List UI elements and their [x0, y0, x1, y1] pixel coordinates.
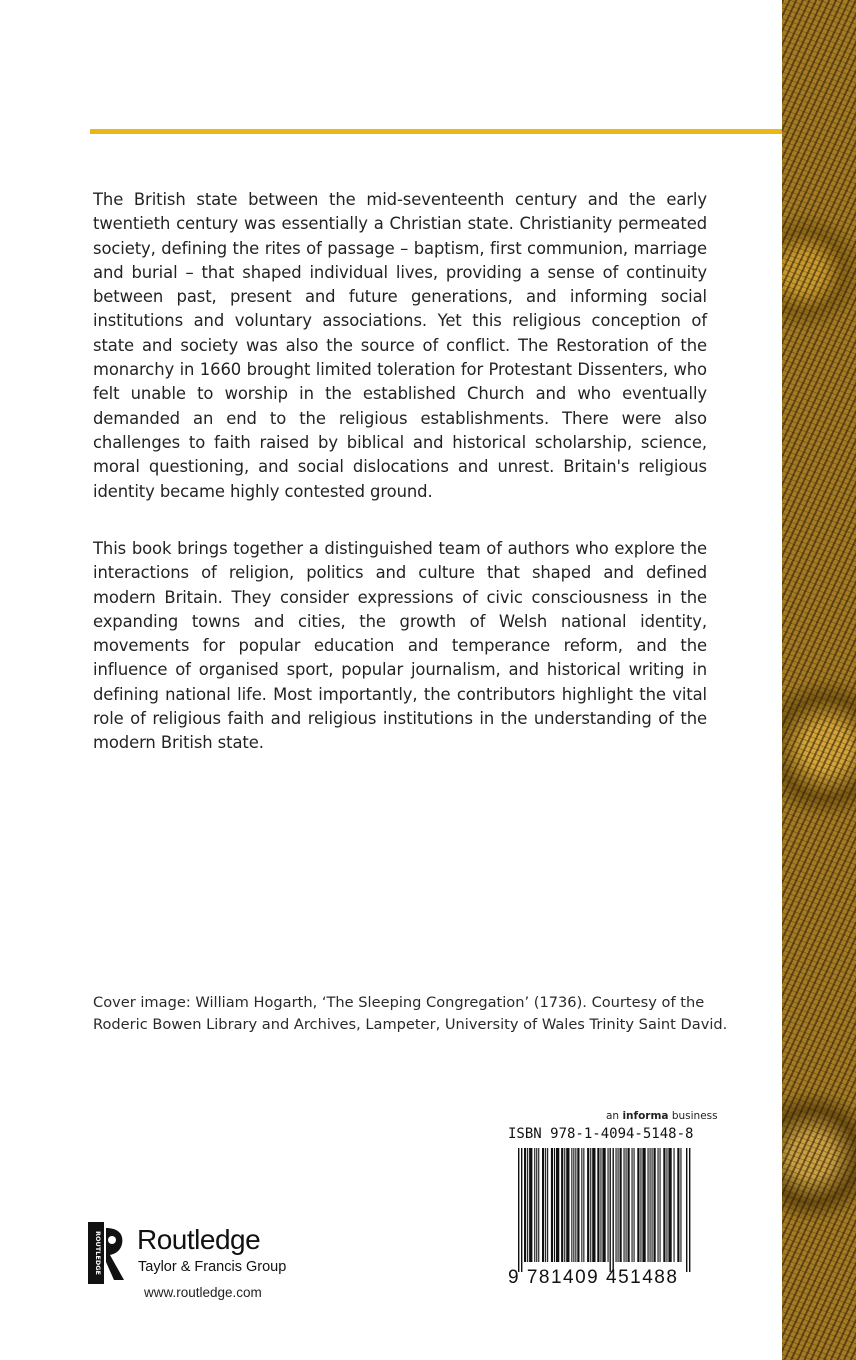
isbn-label: ISBN 978-1-4094-5148-8 — [508, 1126, 694, 1142]
routledge-logo-icon — [88, 1222, 128, 1284]
barcode-number: 9 781409 451488 — [508, 1267, 679, 1288]
informa-brand: informa — [622, 1110, 669, 1122]
informa-tagline-suffix: business — [671, 1110, 718, 1122]
informa-tagline-prefix: an — [606, 1110, 620, 1122]
blurb-paragraph-2: This book brings together a distinguished team of authors who explore the interactions of religion, politics and culture that shaped and defined modern Britain. They consider expressions of civic consciousness in the expanding towns and cities, the growth of Welsh national identity, movements for popular education and temperance reform, and the influence of organised sport, popular journalism, and historical writing in defining national life. Most importantly, the contributors highlight the vital role of religious faith and religious institutions in the understanding of the modern British state. — [93, 539, 707, 753]
gold-divider-rule — [90, 129, 782, 134]
barcode — [504, 1146, 700, 1294]
informa-tagline — [606, 1110, 718, 1122]
cover-image-credit: Cover image: William Hogarth, ‘The Sleeping Congregation’ (1736). Courtesy of the Roderic Bowen Library and Archives, Lampeter, University of Wales Trinity Saint David. — [93, 994, 728, 1033]
cover-artwork-strip — [782, 0, 856, 1360]
routledge-logo-letters: ROUTLEDGE — [94, 1231, 102, 1275]
blurb-paragraph-1: The British state between the mid-seventeenth century and the early twentieth century was essentially a Christian state. Christianity permeated society, defining the rites of passage – baptism, first communion, marriage and burial – that shaped individual lives, providing a sense of continuity between past, present and future generations, and informing social institutions and voluntary associations. Yet this religious conception of state and society was also the source of conflict. The Restoration of the monarchy in 1660 brought limited toleration for Protestant Dissenters, who felt unable to worship in the established Church and who eventually demanded an end to the religious establishments. There were also challenges to faith raised by biblical and historical scholarship, science, moral questioning, and social dislocations and unrest. Britain's religious identity became highly contested ground. — [93, 190, 707, 501]
publisher-group: Taylor & Francis Group — [138, 1259, 287, 1275]
publisher-url[interactable]: www.routledge.com — [144, 1285, 262, 1300]
publisher-name: Routledge — [137, 1224, 261, 1255]
